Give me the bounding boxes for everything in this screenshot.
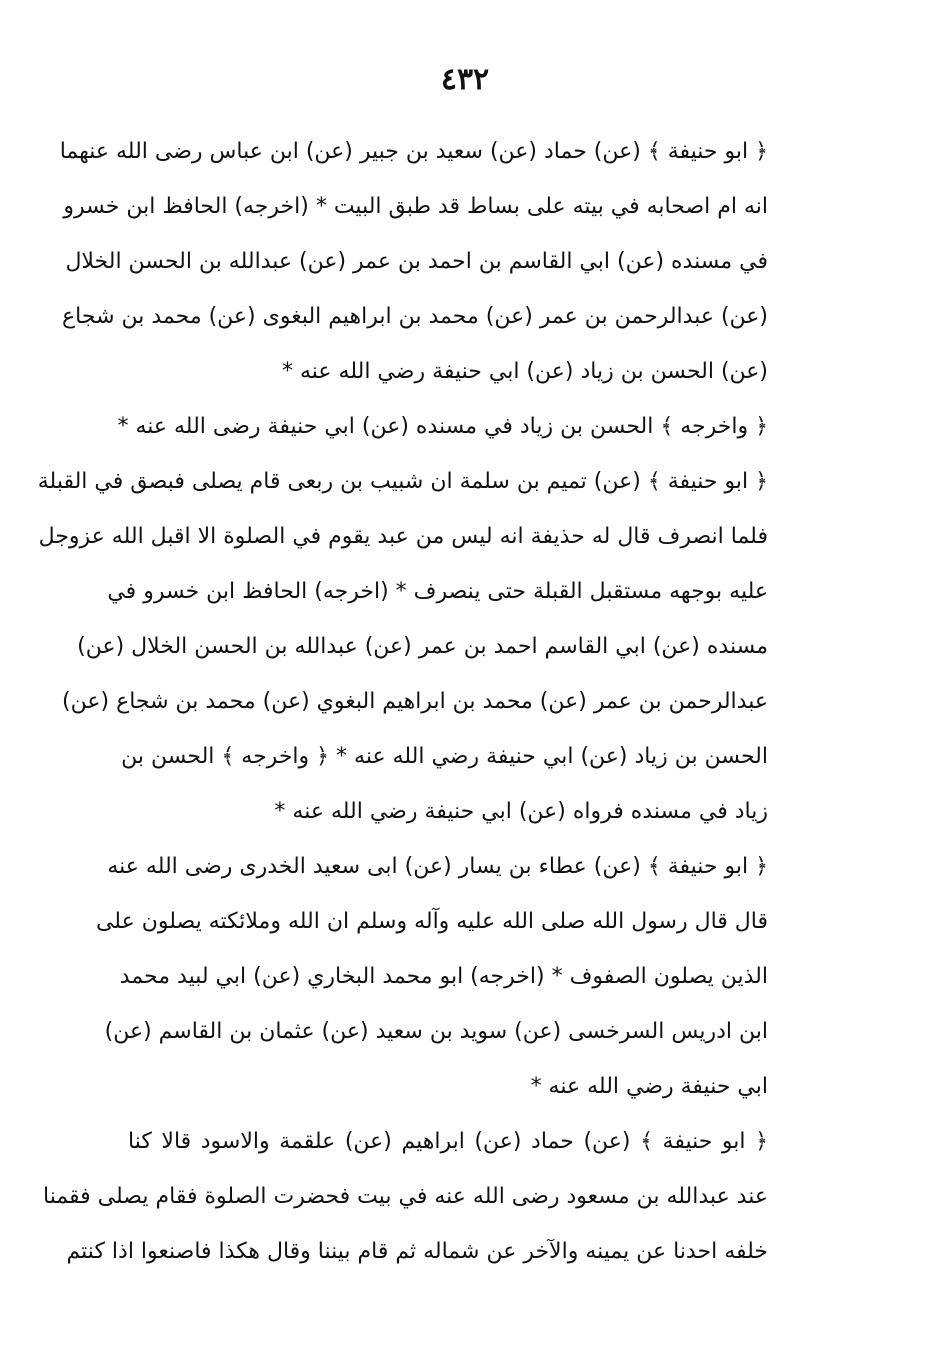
text-line: الذين يصلون الصفوف * (اخرجه) ابو محمد البخاري (عن) ابي لبيد محمد	[119, 964, 768, 989]
text-line: ﴿ ابو حنيفة ﴾ (عن) حماد (عن) ابراهيم (عن) علقمة والاسود قالا كنا	[128, 1129, 768, 1154]
text-line: خلفه احدنا عن يمينه والآخر عن شماله ثم قام بيننا وقال هكذا فاصنعوا اذا كنتم	[66, 1239, 768, 1264]
text-line: (عن) عبدالرحمن بن عمر (عن) محمد بن ابراهيم البغوى (عن) محمد بن شجاع	[62, 304, 768, 329]
text-line: ابي حنيفة رضي الله عنه *	[530, 1074, 768, 1099]
text-line: ﴿ ابو حنيفة ﴾ (عن) حماد (عن) سعيد بن جبير (عن) ابن عباس رضى الله عنهما	[59, 139, 768, 164]
page-number: ٤٣٢	[440, 62, 490, 97]
text-line: فلما انصرف قال له حذيفة انه ليس من عبد يقوم في الصلوة الا اقبل الله عزوجل	[38, 524, 768, 549]
text-line: عبدالرحمن بن عمر (عن) محمد بن ابراهيم البغوي (عن) محمد بن شجاع (عن)	[62, 689, 768, 714]
text-line: انه ام اصحابه في بيته على بساط قد طبق البيت * (اخرجه) الحافظ ابن خسرو	[63, 194, 768, 219]
text-line: ﴿ ابو حنيفة ﴾ (عن) تميم بن سلمة ان شبيب بن ربعى قام يصلى فبصق في القبلة	[37, 469, 768, 494]
text-line: زياد في مسنده فرواه (عن) ابي حنيفة رضي الله عنه *	[274, 799, 768, 824]
text-line: قال قال رسول الله صلى الله عليه وآله وسلم ان الله وملائكته يصلون على	[95, 909, 768, 934]
text-line: مسنده (عن) ابي القاسم احمد بن عمر (عن) عبدالله بن الحسن الخلال (عن)	[77, 634, 768, 659]
text-line: ابن ادريس السرخسى (عن) سويد بن سعيد (عن) عثمان بن القاسم (عن)	[104, 1019, 768, 1044]
text-line: (عن) الحسن بن زياد (عن) ابي حنيفة رضي الله عنه *	[282, 359, 768, 384]
text-line: الحسن بن زياد (عن) ابي حنيفة رضي الله عنه * ﴿ واخرجه ﴾ الحسن بن	[121, 744, 768, 769]
text-line: عند عبدالله بن مسعود رضى الله عنه في بيت فحضرت الصلوة فقام يصلى فقمنا	[42, 1184, 768, 1209]
text-line: في مسنده (عن) ابي القاسم بن احمد بن عمر (عن) عبدالله بن الحسن الخلال	[65, 249, 768, 274]
text-line: ﴿ ابو حنيفة ﴾ (عن) عطاء بن يسار (عن) ابى سعيد الخدرى رضى الله عنه	[107, 854, 768, 879]
text-line: ﴿ واخرجه ﴾ الحسن بن زياد في مسنده (عن) ابي حنيفة رضى الله عنه *	[117, 414, 768, 439]
text-block	[37, 124, 768, 1279]
text-line: عليه بوجهه مستقبل القبلة حتى ينصرف * (اخرجه) الحافظ ابن خسرو في	[107, 579, 768, 604]
